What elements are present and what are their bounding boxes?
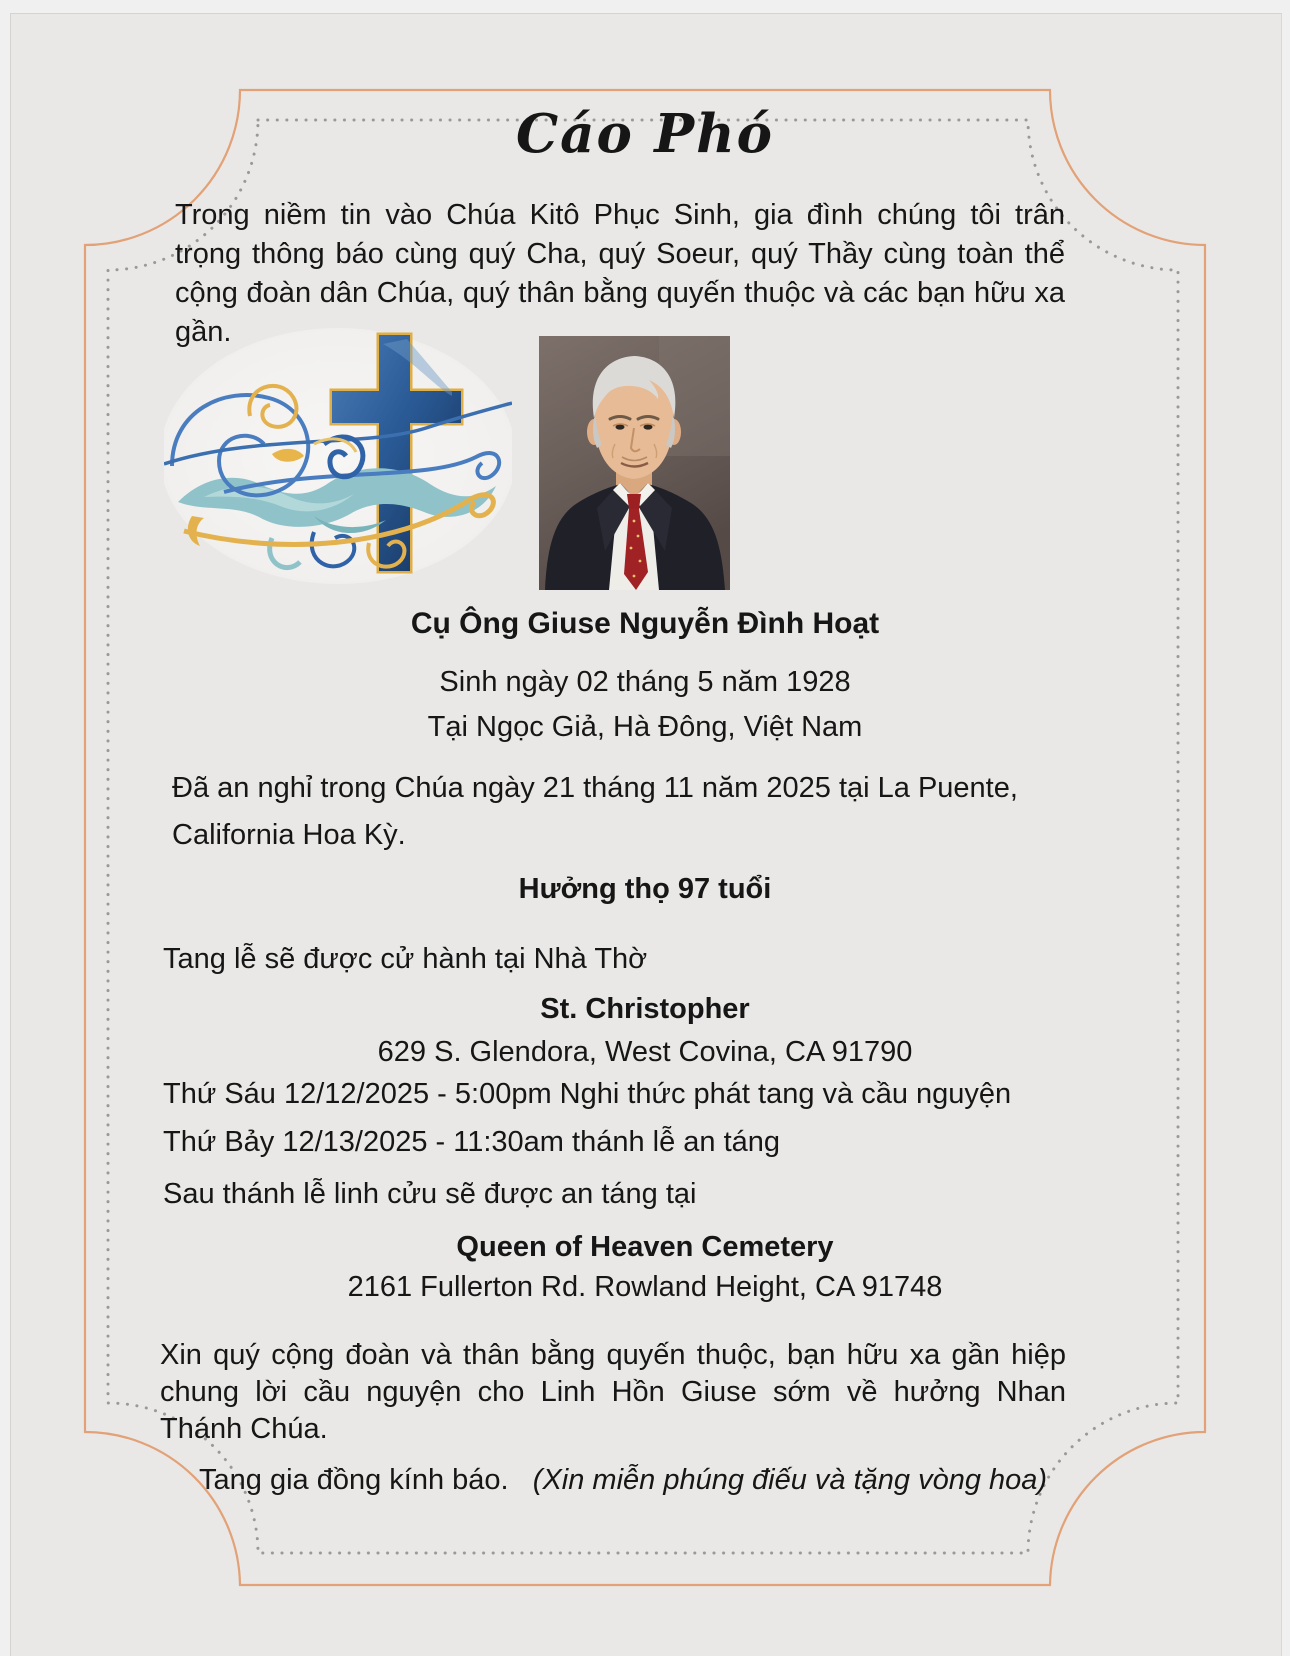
portrait-photo: [539, 336, 730, 590]
cemetery-name: Queen of Heaven Cemetery: [456, 1231, 834, 1263]
age-line: Hưởng thọ 97 tuổi: [518, 873, 772, 905]
church-name: St. Christopher: [540, 993, 750, 1025]
cemetery-address: 2161 Fullerton Rd. Rowland Height, CA 91748: [347, 1271, 943, 1303]
closing-line: [199, 1461, 1127, 1499]
intro-paragraph: Trong niềm tin vào Chúa Kitô Phục Sinh, gia đình chúng tôi trân trọng thông báo cùng quý Cha, quý Soeur, quý Thầy cùng toàn thể cộng đoàn dân Chúa, quý thân bằng quyến thuộc và các bạn hữu xa gần.: [175, 199, 1065, 348]
family-signature: Tang gia đồng kính báo.: [199, 1464, 509, 1496]
burial-intro: Sau thánh lễ linh cửu sẽ được an táng tại: [163, 1178, 697, 1210]
no-flowers-note: (Xin miễn phúng điếu và tặng vòng hoa): [532, 1464, 1048, 1496]
funeral-location-intro: Tang lễ sẽ được cử hành tại Nhà Thờ: [163, 943, 648, 975]
cross-swirl-decoration: [164, 316, 512, 588]
church-address: 629 S. Glendora, West Covina, CA 91790: [377, 1036, 913, 1068]
spacer: [517, 1464, 525, 1496]
document-title: Cáo Phó: [515, 103, 775, 165]
schedule-line: Thứ Bảy 12/13/2025 - 11:30am thánh lễ an táng: [163, 1126, 781, 1158]
schedule-line: Thứ Sáu 12/12/2025 - 5:00pm Nghi thức phát tang và cầu nguyện: [163, 1078, 1012, 1110]
birthplace-line: Tại Ngọc Giả, Hà Đông, Việt Nam: [427, 711, 863, 743]
prayer-request: Xin quý cộng đoàn và thân bằng quyến thuộc, bạn hữu xa gần hiệp chung lời cầu nguyện cho Linh Hồn Giuse sớm về hưởng Nhan Thánh Chúa.: [160, 1339, 1066, 1445]
birth-date-line: Sinh ngày 02 tháng 5 năm 1928: [439, 666, 851, 698]
deceased-name: Cụ Ông Giuse Nguyễn Đình Hoạt: [410, 607, 880, 640]
death-notice: Đã an nghỉ trong Chúa ngày 21 tháng 11 năm 2025 tại La Puente, California Hoa Kỳ.: [172, 772, 1018, 851]
